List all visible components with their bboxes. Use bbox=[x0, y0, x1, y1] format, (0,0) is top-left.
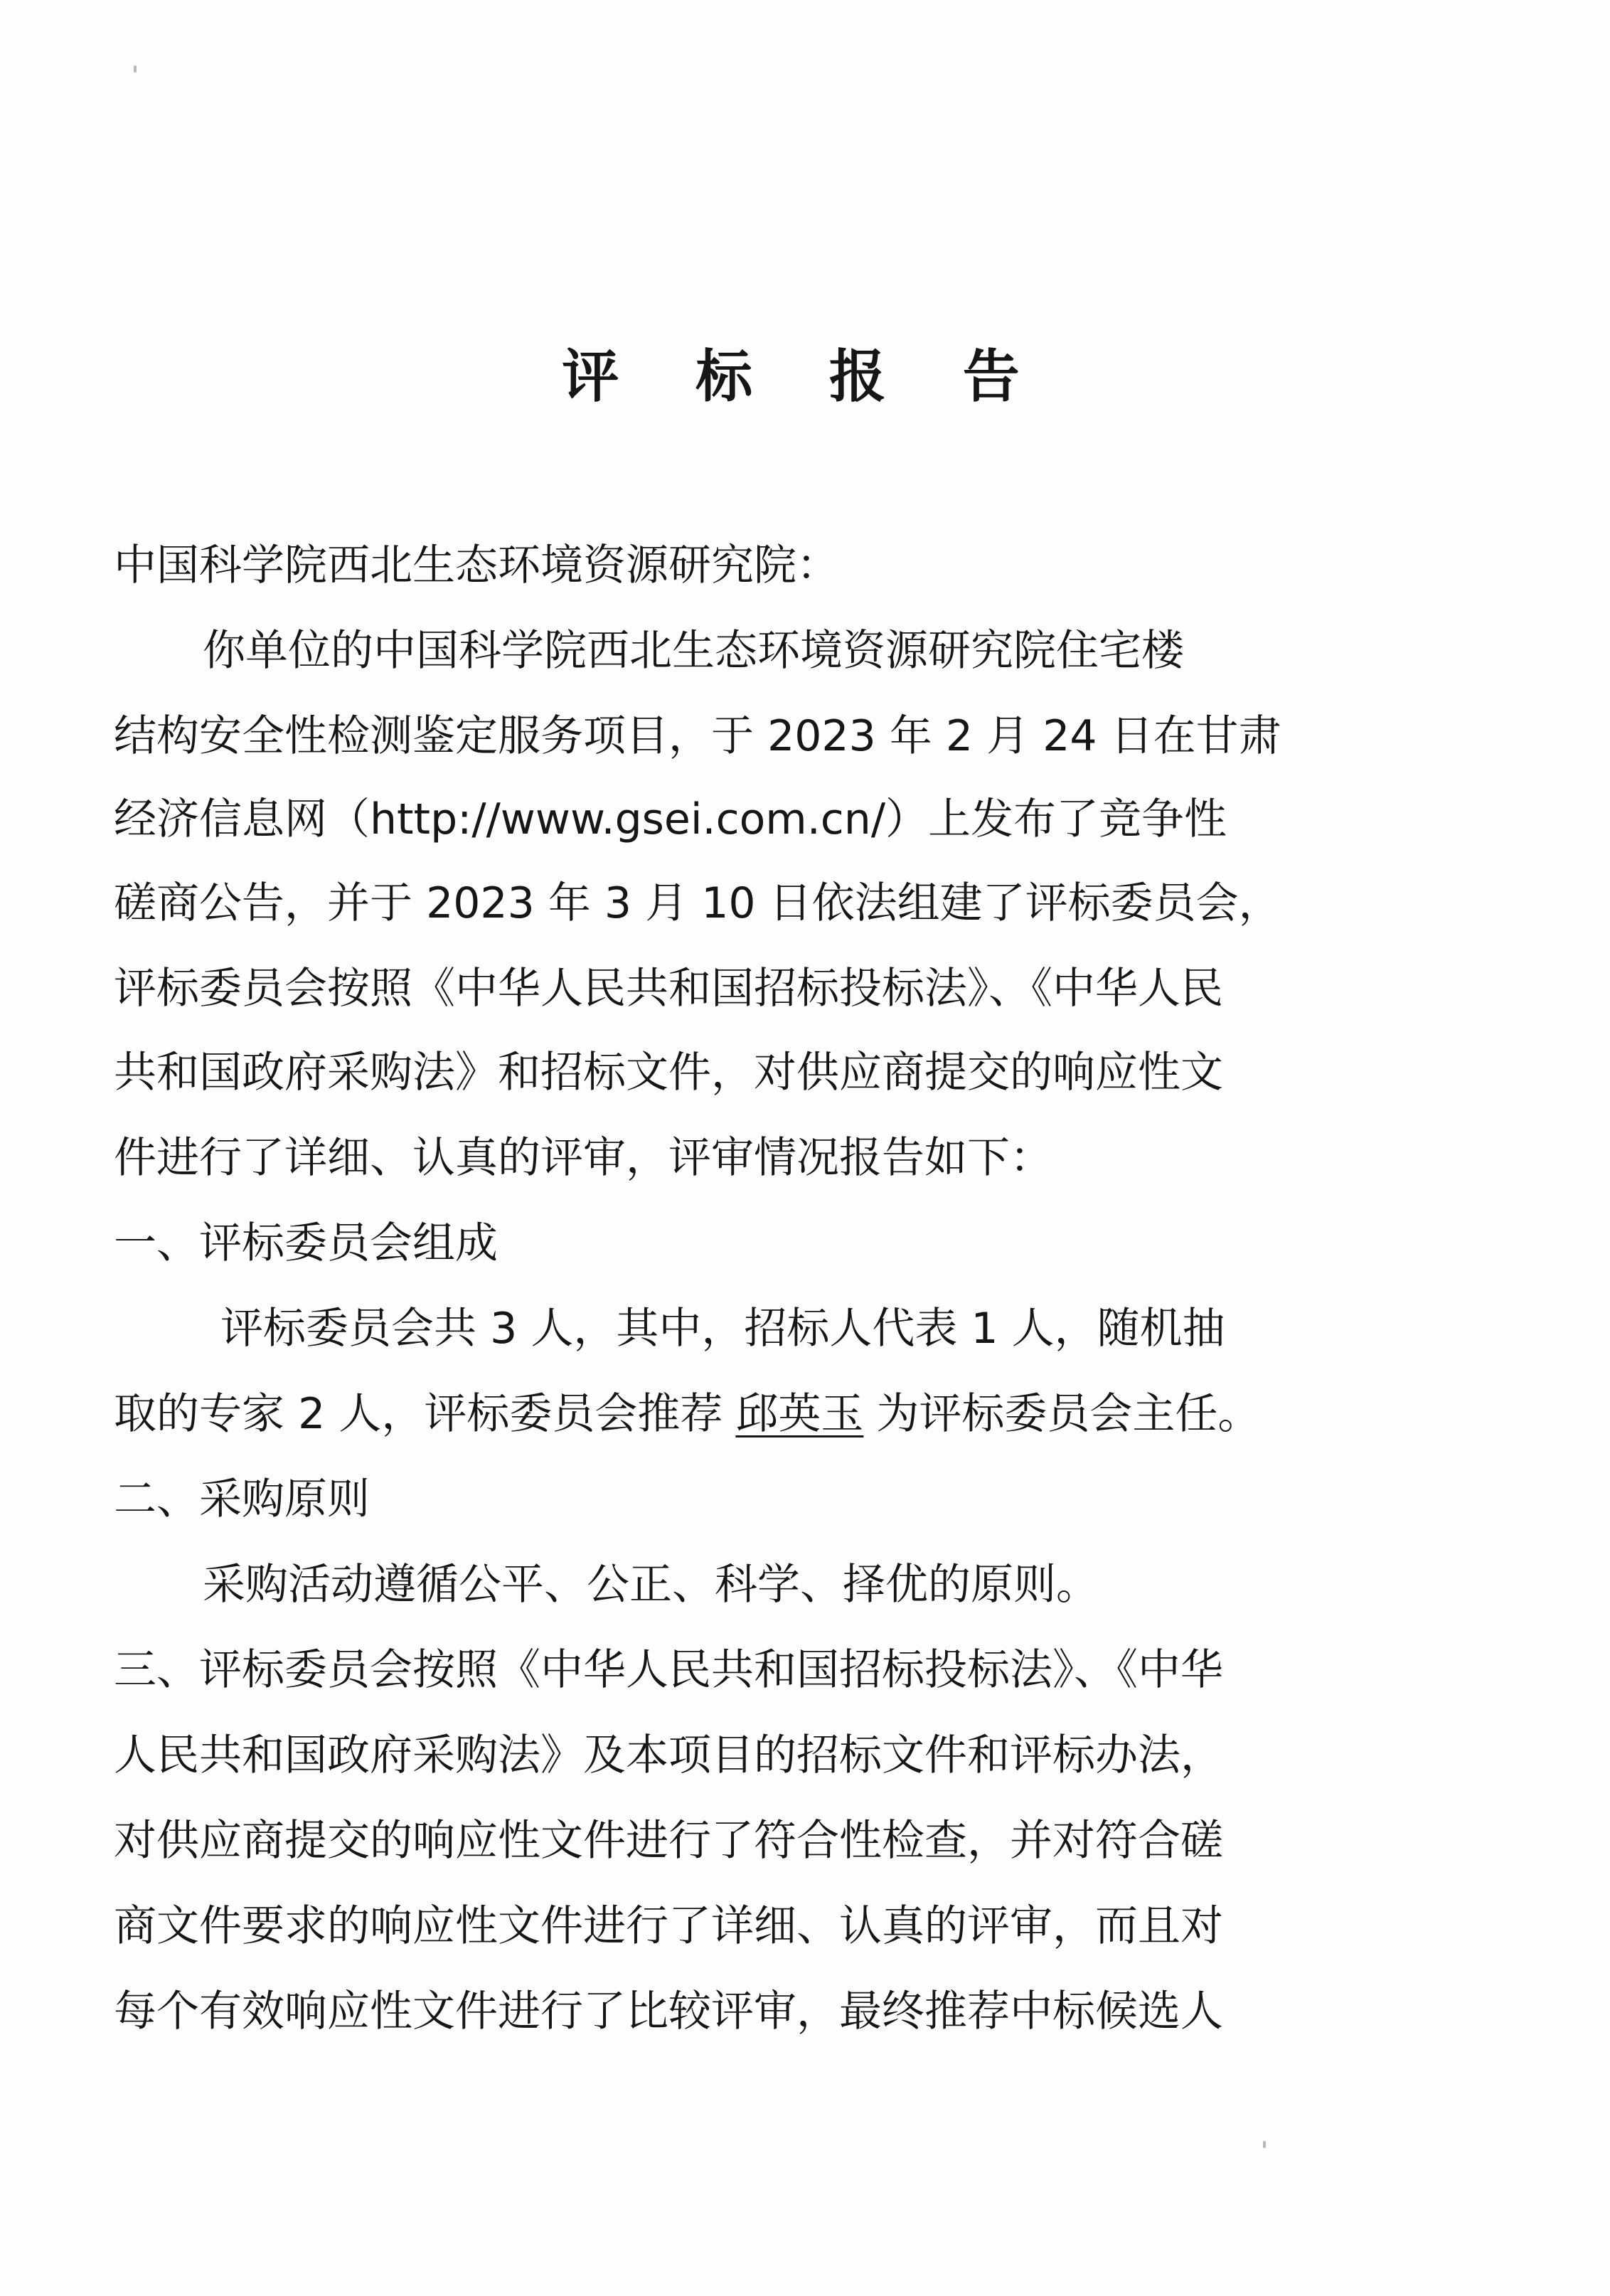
paragraph-line bbox=[114, 1386, 1500, 1442]
paragraph-text: 为评标委员会主任。 bbox=[876, 1389, 1261, 1439]
committee-chair-name: 邱英玉 bbox=[735, 1389, 864, 1439]
paragraph-line: 评标委员会按照《中华人民共和国招标投标法》、《中华人民 bbox=[114, 964, 1223, 1014]
addressee: 中国科学院西北生态环境资源研究院： bbox=[114, 541, 839, 590]
paragraph-line: 评标委员会共 3 人，其中，招标人代表 1 人，随机抽 bbox=[220, 1304, 1225, 1354]
paragraph-line: 每个有效响应性文件进行了比较评审，最终推荐中标候选人 bbox=[114, 1987, 1223, 2036]
paragraph-line: 磋商公告，并于 2023 年 3 月 10 日依法组建了评标委员会， bbox=[114, 878, 1281, 928]
paragraph-line: 人民共和国政府采购法》及本项目的招标文件和评标办法， bbox=[114, 1731, 1223, 1780]
section-heading: 一、评标委员会组成 bbox=[114, 1218, 498, 1268]
paragraph-line: 商文件要求的响应性文件进行了详细、认真的评审，而且对 bbox=[114, 1901, 1223, 1951]
paragraph-line: 采购活动遵循公平、公正、科学、择优的原则。 bbox=[203, 1560, 1099, 1610]
paragraph-line: 经济信息网（http://www.gsei.com.cn/）上发布了竞争性 bbox=[114, 794, 1227, 844]
scan-speck bbox=[1263, 2141, 1266, 2148]
paragraph-line: 结构安全性检测鉴定服务项目，于 2023 年 2 月 24 日在甘肃 bbox=[114, 711, 1281, 761]
paragraph-line: 共和国政府采购法》和招标文件，对供应商提交的响应性文 bbox=[114, 1048, 1223, 1097]
section-heading: 三、评标委员会按照《中华人民共和国招标投标法》、《中华 bbox=[114, 1645, 1223, 1695]
paragraph-line: 你单位的中国科学院西北生态环境资源研究院住宅楼 bbox=[203, 626, 1184, 676]
document-title: 评 标 报 告 bbox=[562, 344, 1048, 410]
paragraph-text: 取的专家 2 人，评标委员会推荐 bbox=[114, 1389, 723, 1439]
scan-speck bbox=[134, 65, 137, 73]
section-heading: 二、采购原则 bbox=[114, 1474, 370, 1524]
paragraph-line: 对供应商提交的响应性文件进行了符合性检查，并对符合磋 bbox=[114, 1816, 1223, 1866]
paragraph-line: 件进行了详细、认真的评审，评审情况报告如下： bbox=[114, 1133, 1052, 1183]
